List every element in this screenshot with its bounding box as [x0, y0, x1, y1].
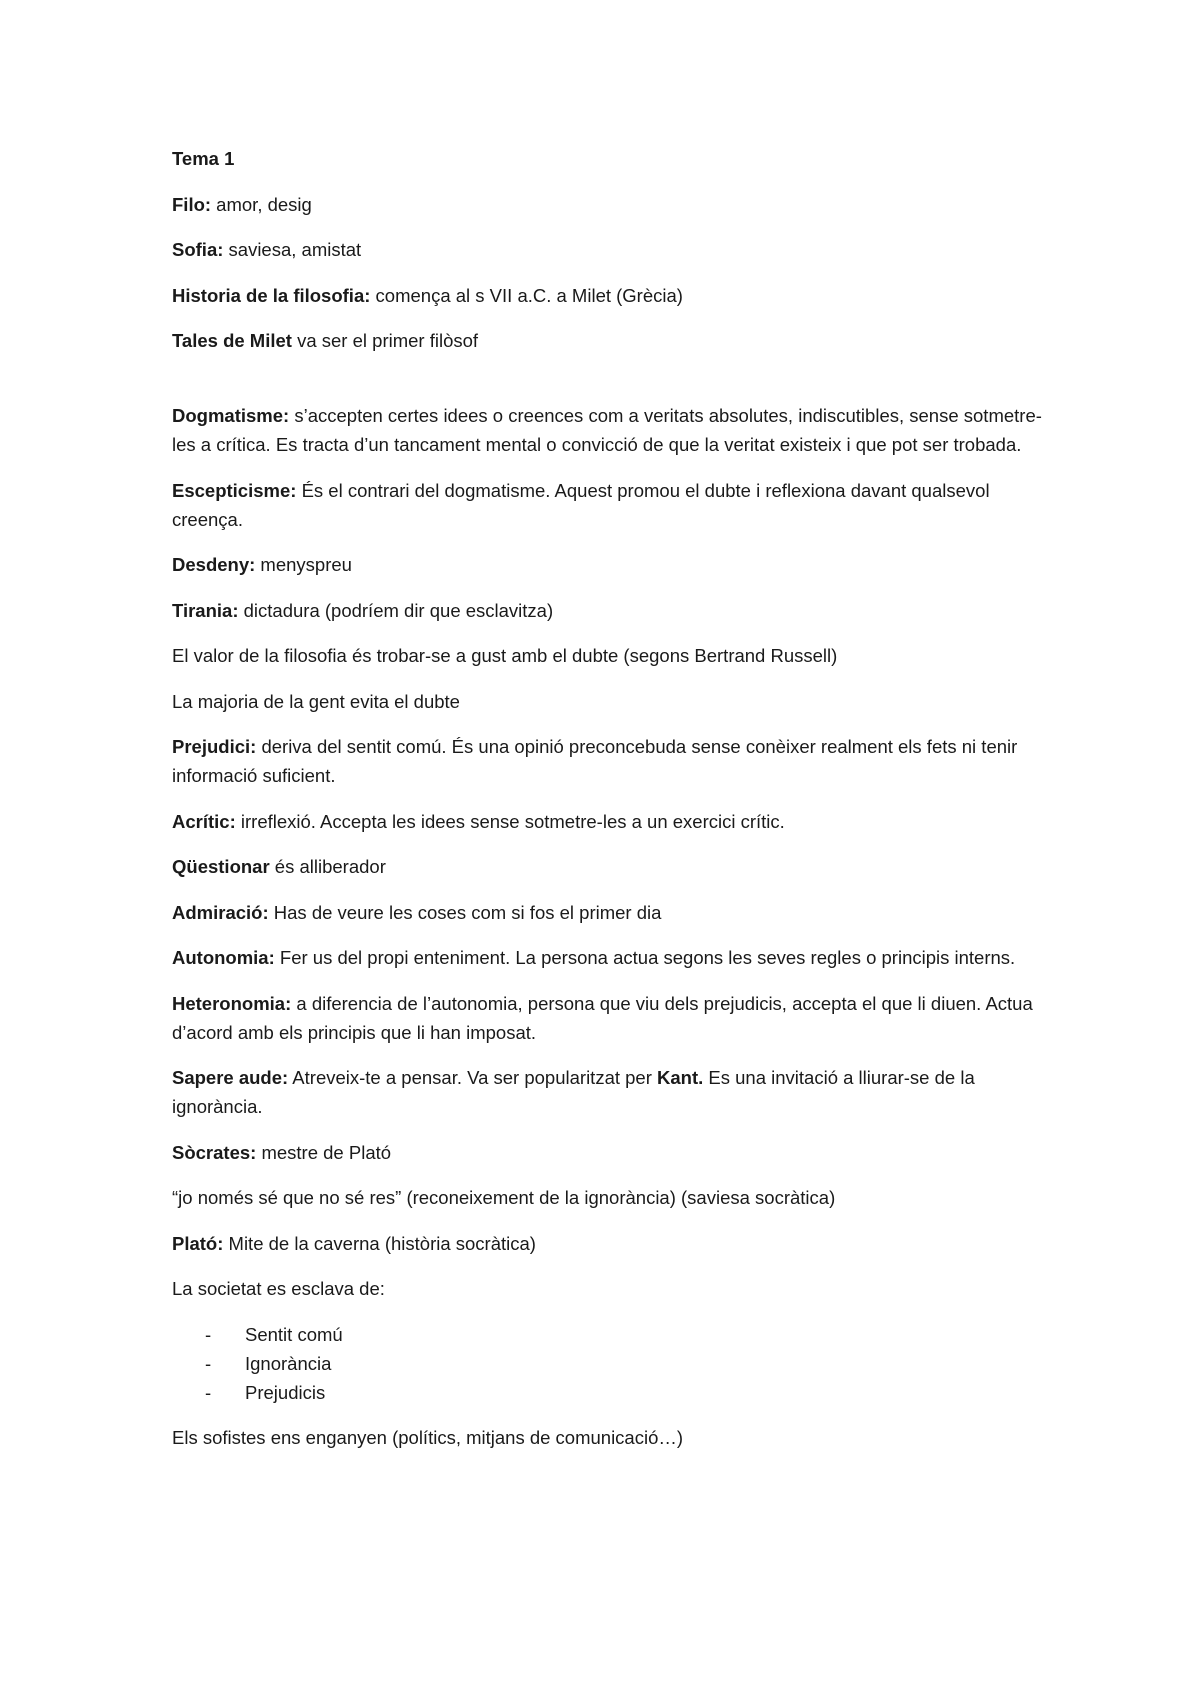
term: Tirania: [172, 599, 239, 621]
definition: Es una invitació a lliurar-se de la ignorància. [172, 1067, 975, 1117]
definition-tirania [172, 596, 1042, 625]
definition: irreflexió. Accepta les idees sense sotmetre-les a un exercici crític. [235, 810, 785, 832]
definition: Has de veure les coses com si fos el primer dia [268, 901, 662, 923]
definition-tales [172, 326, 1042, 355]
definition-sofia [172, 235, 1042, 264]
term: Admiració: [172, 901, 269, 923]
term: Dogmatisme: [172, 405, 290, 426]
definition-heteronomia [172, 989, 1042, 1047]
definition-plato [172, 1229, 1042, 1258]
definition: mestre de Plató [256, 1141, 392, 1163]
definition-filo [172, 190, 1042, 219]
dash-bullet: - [205, 1381, 212, 1403]
list-item-text: Prejudicis [245, 1381, 326, 1403]
definition-escepticisme [172, 476, 1042, 534]
definition: a diferencia de l’autonomia, persona que viu dels prejudicis, accepta el que li diuen. Actua d’acord amb els principis que li han imposat. [172, 992, 1033, 1043]
term: Sòcrates: [172, 1141, 257, 1163]
term: Heteronomia: [172, 992, 292, 1014]
dash-bullet: - [205, 1352, 212, 1374]
bullet-list [172, 1320, 1042, 1407]
term: Autonomia: [172, 947, 275, 968]
definition-questionar [172, 852, 1042, 881]
section-title: Tema 1 [172, 148, 235, 169]
definition: deriva del sentit comú. És una opinió preconcebuda sense conèixer realment els fets ni tenir informació suficient. [172, 736, 1018, 786]
term: Qüestionar [172, 856, 270, 877]
dash-bullet: - [205, 1323, 212, 1345]
definition-admiracio [172, 898, 1042, 927]
definition: menyspreu [255, 554, 352, 575]
paragraph-majoria: La majoria de la gent evita el dubte [172, 690, 460, 712]
term: Prejudici: [172, 736, 257, 757]
document-body [172, 144, 1042, 1469]
kant-emphasis: Kant. [657, 1067, 704, 1088]
definition: és alliberador [269, 856, 386, 877]
definition-desdeny [172, 550, 1042, 579]
definition: va ser el primer filòsof [291, 330, 479, 351]
term: Tales de Milet [172, 330, 292, 351]
term: Escepticisme: [172, 479, 297, 501]
list-item [172, 1349, 1042, 1378]
definition: amor, desig [211, 193, 312, 215]
definition-socrates [172, 1138, 1042, 1167]
definition-dogmatisme [172, 401, 1042, 459]
term: Plató: [172, 1232, 224, 1254]
term: Sofia: [172, 239, 224, 260]
term: Acrític: [172, 810, 236, 832]
definition: Fer us del propi enteniment. La persona actua segons les seves regles o principis interns. [274, 947, 1016, 968]
definition-acritic [172, 807, 1042, 836]
list-item [172, 1320, 1042, 1349]
paragraph-quote: “jo només sé que no sé res” (reconeixement de la ignorància) (saviesa socràtica) [172, 1187, 836, 1208]
definition-sapere-aude [172, 1063, 1042, 1121]
definition: comença al s VII a.C. a Milet (Grècia) [370, 284, 683, 306]
definition: dictadura (podríem dir que esclavitza) [238, 599, 554, 621]
list-item-text: Ignorància [245, 1352, 332, 1374]
paragraph-societat: La societat es esclava de: [172, 1278, 385, 1299]
definition: Atreveix-te a pensar. Va ser popularitzat per [288, 1067, 658, 1088]
definition-autonomia [172, 943, 1042, 972]
paragraph-sofistes: Els sofistes ens enganyen (polítics, mitjans de comunicació…) [172, 1427, 684, 1448]
term: Filo: [172, 193, 212, 215]
term: Historia de la filosofia: [172, 284, 371, 306]
paragraph-valor: El valor de la filosofia és trobar-se a gust amb el dubte (segons Bertrand Russell) [172, 645, 838, 666]
definition: s’accepten certes idees o creences com a veritats absolutes, indiscutibles, sense sotmetre-les a crítica. Es tracta d’un tancament mental o convicció de que la veritat existeix i que pot ser trobada. [172, 405, 1042, 455]
list-item [172, 1378, 1042, 1407]
term: Sapere aude: [172, 1067, 289, 1088]
definition: saviesa, amistat [223, 239, 362, 260]
definition: És el contrari del dogmatisme. Aquest promou el dubte i reflexiona davant qualsevol creença. [172, 479, 990, 530]
list-item-text: Sentit comú [245, 1323, 343, 1345]
definition-prejudici [172, 732, 1042, 790]
term: Desdeny: [172, 554, 256, 575]
definition: Mite de la caverna (història socràtica) [223, 1232, 536, 1254]
definition-historia [172, 281, 1042, 310]
